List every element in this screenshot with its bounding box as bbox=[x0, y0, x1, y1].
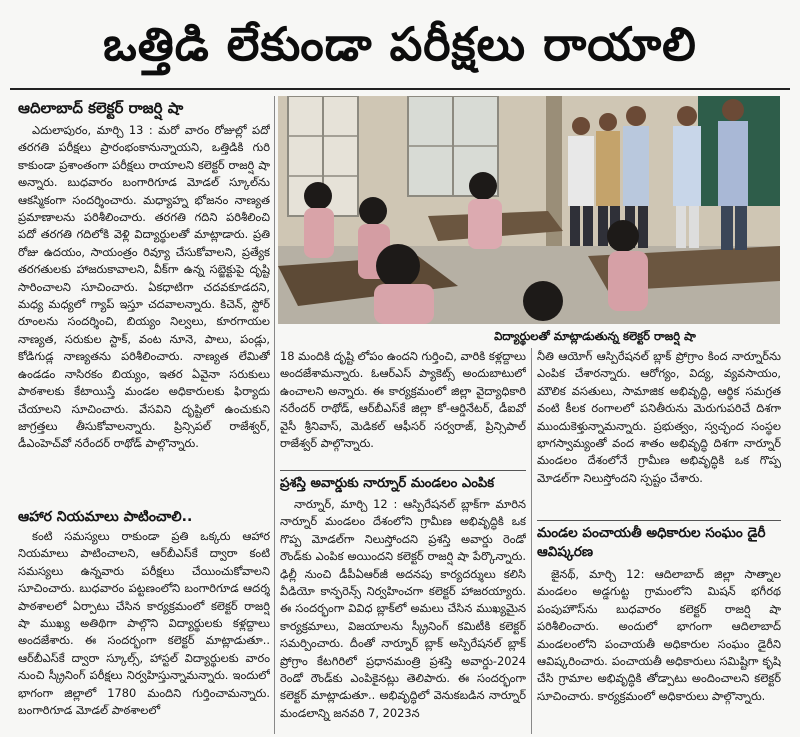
photo-caption: విద్యార్థులతో మాట్లాడుతున్న కలెక్టర్‌ రాజర్షి షా bbox=[494, 329, 696, 343]
food-article-continued bbox=[280, 348, 526, 466]
column-divider bbox=[274, 96, 275, 734]
news-photo bbox=[278, 96, 780, 324]
subhead-food: ఆహార నియమాలు పాటించాలి.. bbox=[18, 509, 193, 525]
award-paragraph-cont: నీతి ఆయోగ్‌ ఆస్పిరేషనల్‌ బ్లాక్‌ ప్రోగ్రాం కింద నార్నూర్‌ను ఎంపిక చేశారన్నారు. ఆరోగ్యం, విద్య, వ్యవసాయం, మౌలిక వసతులు, సామాజిక అభివృద్ధి, ఆర్థిక సమగ్రత వంటి కీలక రంగాలలో పనితీరును మెరుగుపరిచే దిశగా ముందుకెళ్తున్నామన్నారు. ప్రభుత్వం, స్వచ్ఛంద సంస్థల భాగస్వామ్యంతో వంద శాతం అభివృద్ధి దిశగా నార్నూర్‌ మండలం దేశంలోనే గ్రామీణ అభివృద్ధికి ఒక గొప్ప మోడల్‌గా నిలుస్తోందని స్పష్టం చేశారు. bbox=[537, 349, 781, 485]
subhead-diary: మండల పంచాయతీ అధికారుల సంఘం డైరీ ఆవిష్కరణ bbox=[537, 525, 766, 560]
award-paragraph: నార్నూర్‌, మార్చి 12 : ఆస్పిరేషనల్‌ బ్లాక్‌గా మారిన నార్నూర్‌ మండలం దేశంలోని గ్రామీణ అభివృద్ధికి ఒక గొప్ప మోడల్‌గా నిలుస్తోందని ప్రశస్తి అవార్డు రెండో రౌండ్‌కు ఎంపిక అయిందని కలెక్టర్‌ రాజర్షి షా పేర్కొన్నారు. ఢిల్లీ నుంచి డీపీఏఆర్‌జీ అదనపు కార్యదర్శులు కలిసి వీడియో కాన్ఫరెన్స్‌ నిర్వహించగా కలెక్టర్‌ హాజరయ్యారు. ఈ సందర్భంగా వివిధ బ్లాక్‌లో అమలు చేసిన ముఖ్యమైన కార్యక్రమాలు, విజయాలను స్క్రీనింగ్‌ కమిటీకి కలెక్టర్‌ సమర్పించారు. దీంతో నార్నూర్‌ బ్లాక్‌ అస్పిరేషనల్‌ బ్లాక్‌ ప్రోగ్రాం కేటగిరిలో ప్రధానమంత్రి ప్రశస్తి అవార్డు-2024 రెండో రౌండ్‌కు ఎంపికైనట్లు తెలిపారు. ఈ సందర్భంగా కలెక్టర్‌ మాట్లాడుతూ.. అభివృద్ధిలో వెనుకబడిన నార్నూర్‌ మండలాన్ని జనవరి 7, 2023న bbox=[280, 497, 526, 720]
food-paragraph-cont: 18 మందికి దృష్టి లోపం ఉందని గుర్తించి, వారికి కళ్లద్దాలు అందజేశామన్నారు. ఓఆర్‌ఎస్‌ ప్యాకెట్స్‌ అందుబాటులో ఉంచాలని అన్నారు. ఈ కార్యక్రమంలో జిల్లా వైద్యాధికారి నరేందర్‌ రాథోడ్‌, ఆర్‌బీఎస్‌కే జిల్లా కో-ఆర్డినేటర్‌, డీఐవో వైసీ శ్రీనివాస్‌, మెడికల్‌ ఆఫీసర్‌ సర్వరాజ్‌, ప్రిన్సిపాల్‌ రాజేశ్వర్‌ పాల్గొన్నారు. bbox=[280, 349, 526, 451]
award-article bbox=[280, 496, 526, 734]
headline: ఒత్తిడి లేకుండా పరీక్షలు రాయాలి bbox=[103, 17, 697, 71]
lead-paragraph: ఎదులాపురం, మార్చి 13 : మరో వారం రోజుల్లో పదో తరగతి పరీక్షలు ప్రారంభంకానున్నాయని, ఒత్తిడికి గురి కాకుండా ప్రశాంతంగా పరీక్షలు రాయాలని కలెక్టర్‌ రాజర్షి షా అన్నారు. బుధవారం బంగారిగూడ మోడల్‌ స్కూల్‌ను ఆకస్మికంగా సందర్శించారు. మధ్యాహ్న భోజనం నాణ్యత ప్రమాణాలను పరిశీలించారు. తరగతి గదిని పరిశీలించి పదో తరగతి గదిలోకి వెళ్లి విద్యార్థులతో మాట్లాడారు. ప్రతి రోజు ఉదయం, సాయంత్రం రివ్యూ చేసుకోవాలని, ప్రత్యేక తరగతులకు హాజరుకావాలని, వీక్‌గా ఉన్న సబ్జెక్టుపై దృష్టి సారించాలని సూచించారు. ఏకధాటిగా చదవకూడదని, మధ్య మధ్యలో గ్యాప్‌ ఇస్తూ చదవాలన్నారు. కిచెన్‌, స్టోర్‌ రూంలను సందర్శించి, బియ్యం నిల్వలు, కూరగాయల నాణ్యత, సరుకుల స్టాక్‌, వంట నూనె, పాలు, పండ్లు, కోడిగుడ్ల నాణ్యతను పరిశీలించారు. నాణ్యత లేమితో ఉండడం నాసిరకం బియ్యం, ఇతర ఏవైనా సరుకులు పాఠశాలకు కేటాయిస్తే మండల అధికారులకు ఫిర్యాదు చేయాలని సూచించారు. వేసవిని దృష్టిలో ఉంచుకుని జాగ్రత్తలు తీసుకోవాలన్నారు. ప్రిన్సిపల్‌ రాజేశ్వర్‌, డీఎంహెచ్‌వో నరేందర్‌ రాథోడ్‌ పాల్గొన్నారు. bbox=[18, 123, 270, 451]
byline: ఆదిలాబాద్‌ కలెక్టర్‌ రాజర్షి షా bbox=[18, 99, 184, 117]
diary-article bbox=[537, 566, 781, 734]
diary-rule bbox=[537, 520, 781, 521]
award-rule bbox=[280, 470, 526, 471]
column-divider-2 bbox=[531, 348, 532, 734]
diary-paragraph: జైనథ్‌, మార్చి 12: ఆదిలాబాద్‌ జిల్లా సాత్నాల మండలం అడ్డగుట్ట గ్రామంలోని మిషన్‌ భగీరథ పంపుహౌస్‌ను బుధవారం కలెక్టర్‌ రాజర్షి షా పరిశీలించారు. అందులో భాగంగా ఆదిలాబాద్‌ మండలంలోని పంచాయతీ అధికారుల సంఘం డైరీని ఆవిష్కరించారు. పంచాయతీ అధికారులు సమిష్టిగా కృషి చేసి గ్రామాల అభివృద్ధికి తోడ్పాటు అందించాలని కలెక్టర్‌ సూచించారు. కార్యక్రమంలో అధికారులు పాల్గొన్నారు. bbox=[537, 567, 781, 703]
headline-rule bbox=[10, 88, 790, 90]
lead-article bbox=[18, 122, 270, 494]
subhead-award: ప్రశస్తి అవార్డుకు నార్నూర్‌ మండలం ఎంపిక bbox=[280, 476, 495, 491]
award-article-continued bbox=[537, 348, 781, 518]
food-article bbox=[18, 528, 270, 734]
food-paragraph: కంటి సమస్యలు రాకుండా ప్రతి ఒక్కరు ఆహార నియమాలు పాటించాలని, ఆర్‌బీఎస్‌కే ద్వారా కంటి సమస్యలు ఉన్నవారు పరీక్షలు చేయించుకోవాలని సూచించారు. బుధవారం పట్టణంలోని బంగారిగూడ ఆదర్శ పాఠశాలలో ఏర్పాటు చేసిన కార్యక్రమంలో కలెక్టర్‌ రాజర్షి షా ముఖ్య అతిథిగా పాల్గొని విద్యార్థులకు కళ్లద్దాలు అందజేశారు. ఈ సందర్భంగా కలెక్టర్‌ మాట్లాడుతూ.. ఆర్‌బీఎస్‌కే ద్వారా స్కూల్స్‌, హాస్టల్‌ విద్యార్థులకు వారం నుంచి స్క్రీనింగ్‌ పరీక్షలు నిర్వహిస్తున్నామన్నారు. ఇందులో భాగంగా జిల్లాలో 1780 మందిని గుర్తించామన్నారు. బంగారిగూడ మోడల్‌ పాఠశాలలో bbox=[18, 529, 270, 718]
classroom-illustration bbox=[278, 96, 780, 324]
